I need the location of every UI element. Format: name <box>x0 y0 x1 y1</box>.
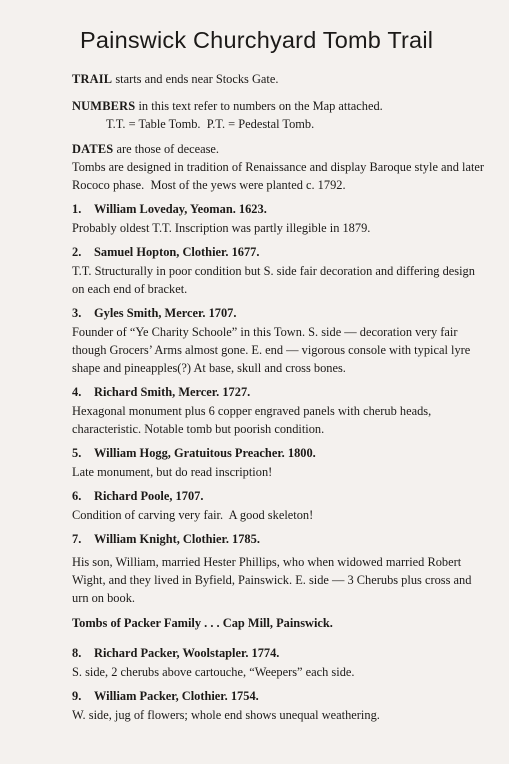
tomb-entry-description: His son, William, married Hester Phillips, who when widowed married Robert Wight, and they lived in Byfield, Painswick. E. side — 3 Cherubs plus cross and urn on book. <box>72 555 472 605</box>
tomb-entry-description: Late monument, but do read inscription! <box>72 465 273 479</box>
tomb-entry-description: S. side, 2 cherubs above cartouche, “Weepers” each side. <box>72 665 355 680</box>
tomb-entry <box>72 200 487 237</box>
tomb-entry-number: 8. <box>72 646 82 661</box>
trail-keyword: TRAIL <box>72 72 113 86</box>
page-title: Painswick Churchyard Tomb Trail <box>80 27 434 53</box>
tomb-entry-heading <box>72 687 487 705</box>
tomb-entry-title: William Knight, Clothier. 1785. <box>94 532 260 546</box>
document-body <box>72 70 487 724</box>
tomb-entry-number: 1. <box>72 202 82 216</box>
tomb-entry-number: 9. <box>72 689 82 704</box>
tomb-entry-number: 5. <box>72 446 82 460</box>
tomb-entry-number: 3. <box>72 306 82 320</box>
tomb-entries-list <box>72 200 487 607</box>
tomb-entry-description: Condition of carving very fair. A good skeleton! <box>72 508 314 522</box>
tomb-entry-description: T.T. Structurally in poor condition but S. side fair decoration and differing design on each end of bracket. <box>72 264 475 296</box>
tomb-entry-description: W. side, jug of flowers; whole end shows unequal weathering. <box>72 708 380 723</box>
dates-paragraph <box>72 140 487 158</box>
tomb-entry-heading <box>72 530 487 548</box>
tomb-entry-description: Founder of “Ye Charity Schoole” in this Town. S. side — decoration very fair though Grocers’ Arms almost gone. E. end — vigorous console with typical lyre shape and pineapples(?) At base, skull and cross bones. <box>72 325 471 375</box>
tomb-entry <box>72 304 487 377</box>
numbers-paragraph <box>72 97 487 115</box>
tomb-entry <box>72 487 487 524</box>
tomb-entry <box>72 644 487 681</box>
tomb-entry-heading <box>72 444 487 462</box>
tomb-entry-heading <box>72 304 487 322</box>
numbers-keyword: NUMBERS <box>72 99 136 113</box>
tomb-entry-title: Richard Packer, Woolstapler. 1774. <box>94 646 280 661</box>
tomb-entry-heading <box>72 487 487 505</box>
tomb-entry-number: 7. <box>72 532 82 546</box>
tomb-entry <box>72 444 487 481</box>
abbreviations-line: T.T. = Table Tomb. P.T. = Pedestal Tomb. <box>106 117 315 131</box>
tomb-entry-heading <box>72 644 487 662</box>
tomb-entry-heading <box>72 200 487 218</box>
numbers-text: in this text refer to numbers on the Map attached. <box>135 99 383 113</box>
tombs-design-paragraph: Tombs are designed in tradition of Renaissance and display Baroque style and later Rococo phase. Most of the yews were planted c. 1792. <box>72 160 488 192</box>
tomb-entry-title: Richard Poole, 1707. <box>94 489 204 503</box>
dates-keyword: DATES <box>72 142 114 156</box>
packer-family-heading: Tombs of Packer Family . . . Cap Mill, Painswick. <box>72 616 333 630</box>
tomb-entry-number: 2. <box>72 245 82 259</box>
tomb-entry <box>72 530 487 607</box>
tomb-entry <box>72 687 487 724</box>
tomb-entry-title: Gyles Smith, Mercer. 1707. <box>94 306 237 320</box>
trail-paragraph <box>72 70 487 88</box>
tomb-entry-heading <box>72 243 487 261</box>
tomb-entry-heading <box>72 383 487 401</box>
tomb-entry <box>72 383 487 438</box>
tomb-entry-description: Probably oldest T.T. Inscription was partly illegible in 1879. <box>72 221 371 235</box>
packer-entries-list <box>72 644 487 724</box>
tomb-entry-title: Richard Smith, Mercer. 1727. <box>94 385 251 399</box>
tomb-entry-number: 4. <box>72 385 82 399</box>
tomb-entry-title: William Hogg, Gratuitous Preacher. 1800. <box>94 446 316 460</box>
trail-text: starts and ends near Stocks Gate. <box>112 72 279 86</box>
tomb-entry-number: 6. <box>72 489 82 503</box>
tomb-entry <box>72 243 487 298</box>
dates-text: are those of decease. <box>113 142 220 156</box>
tomb-entry-title: William Loveday, Yeoman. 1623. <box>94 202 267 216</box>
tomb-entry-title: Samuel Hopton, Clothier. 1677. <box>94 245 260 259</box>
tomb-entry-description: Hexagonal monument plus 6 copper engraved panels with cherub heads, characteristic. Notable tomb but poorish condition. <box>72 404 432 436</box>
tomb-entry-title: William Packer, Clothier. 1754. <box>94 689 259 704</box>
